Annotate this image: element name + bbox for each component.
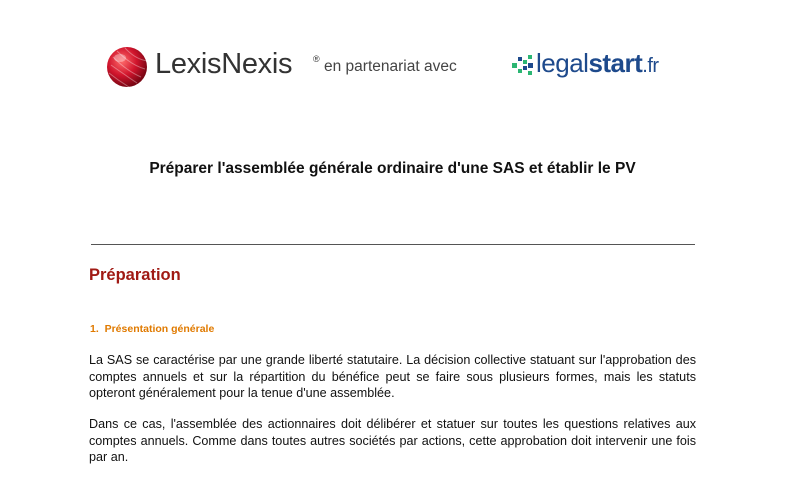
registered-mark: ®	[313, 54, 320, 64]
paragraph: La SAS se caractérise par une grande liberté statutaire. La décision collective statuant sur l'approbation des comptes annuels et sur la répartition du bénéfice peut se faire sous plusieurs formes, mais les statuts opteront généralement pour la tenue d'une assemblée.	[89, 353, 696, 401]
legalstart-wordmark	[536, 48, 659, 79]
document-title: Préparer l'assemblée générale ordinaire d'une SAS et établir le PV	[149, 160, 636, 177]
legalstart-wordmark-light: legal	[536, 48, 589, 78]
lexisnexis-wordmark: LexisNexis	[155, 48, 293, 80]
legalstart-wordmark-tld: .fr	[642, 55, 659, 77]
lexisnexis-logo-icon	[105, 45, 149, 89]
legalstart-logo-icon	[512, 55, 534, 75]
document-header	[105, 43, 685, 93]
paragraph: Dans ce cas, l'assemblée des actionnaires doit délibérer et statuer sur toutes les questions relatives aux comptes annuels. Comme dans toutes autres sociétés par actions, cette approbation doit intervenir une fois par an.	[89, 417, 696, 465]
subsection-heading: 1. Présentation générale	[90, 323, 215, 335]
divider	[91, 244, 695, 245]
section-heading: Préparation	[89, 266, 181, 284]
partnership-text: en partenariat avec	[324, 58, 457, 75]
legalstart-wordmark-bold: start	[588, 48, 643, 78]
